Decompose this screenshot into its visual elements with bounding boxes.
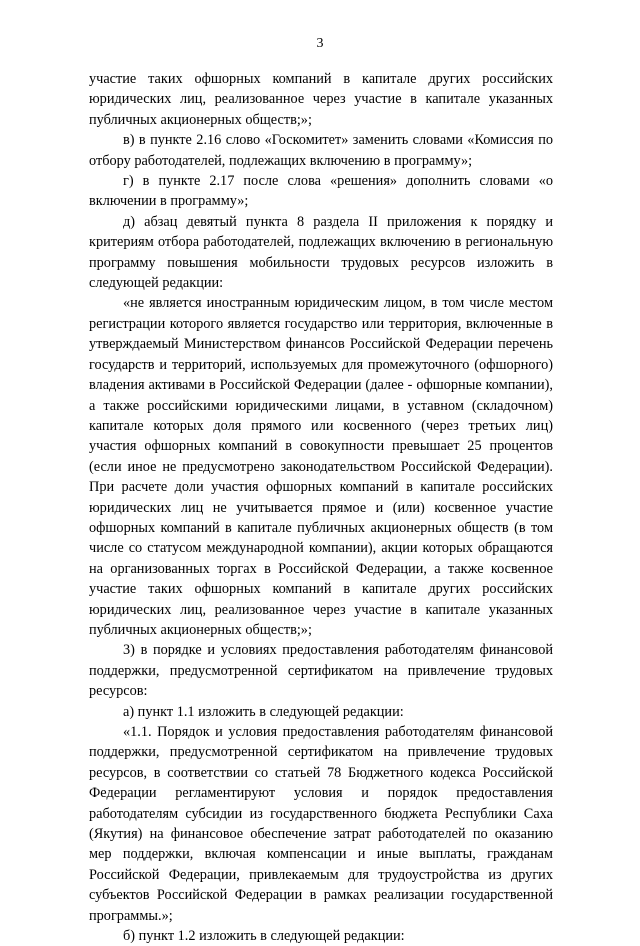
paragraph-continuation: участие таких офшорных компаний в капитале других российских юридических лиц, реализованное через участие в капитале указанных публичных акционерных обществ;»; (89, 71, 553, 128)
paragraph-quoted-text: «не является иностранным юридическим лицом, в том числе местом регистрации которого является государство или территория, включенные в утверждаемый Министерством финансов Российской Федерации перечень государств и территорий, используемых для промежуточного (офшорного) владения активами в Российской Федерации (далее - офшорные компании), а также российскими юридическими лицами, в уставном (складочном) капитале которых доля прямого или косвенного (через третьих лиц) участия офшорных компаний в совокупности превышает 25 процентов (если иное не предусмотрено законодательством Российской Федерации). При расчете доли участия офшорных компаний в капитале российских юридических лиц не учитывается прямое и (или) косвенное участие офшорных компаний в капитале публичных акционерных обществ (в том числе со статусом международной компании), акции которых обращаются на организованных торгах в Российской Федерации, а также косвенное участие таких офшорных компаний в капитале других российских юридических лиц, реализованное через участие в капитале указанных публичных акционерных обществ;»; (89, 295, 553, 638)
document-body (89, 69, 553, 946)
paragraph-item-v: в) в пункте 2.16 слово «Госкомитет» заменить словами «Комиссия по отбору работодателей, подлежащих включению в программу»; (89, 132, 553, 169)
paragraph-quoted-1-1: «1.1. Порядок и условия предоставления работодателям финансовой поддержки, предусмотренной сертификатом на привлечение трудовых ресурсов, в соответствии со статьей 78 Бюджетного кодекса Российской Федерации регламентируют условия и порядок предоставления работодателям субсидии из государственного бюджета Республики Саха (Якутия) на финансовое обеспечение затрат работодателей по оказанию мер поддержки, включая компенсации и иные выплаты, гражданам Российской Федерации, привлекаемым для трудоустройства из других субъектов Российской Федерации в рамках реализации государственной программы.»; (89, 724, 553, 924)
paragraph-item-b: б) пункт 1.2 изложить в следующей редакции: (123, 928, 405, 945)
page-number: 3 (316, 36, 324, 51)
paragraph-item-3: 3) в порядке и условиях предоставления работодателям финансовой поддержки, предусмотренной сертификатом на привлечение трудовых ресурсов: (89, 642, 553, 700)
paragraph-item-g: г) в пункте 2.17 после слова «решения» дополнить словами «о включении в программу»; (89, 173, 553, 210)
paragraph-item-a: а) пункт 1.1 изложить в следующей редакции: (123, 703, 404, 720)
paragraph-item-d: д) абзац девятый пункта 8 раздела II приложения к порядку и критериям отбора работодателей, подлежащих включению в региональную программу повышения мобильности трудовых ресурсов изложить в следующей редакции: (89, 213, 553, 292)
